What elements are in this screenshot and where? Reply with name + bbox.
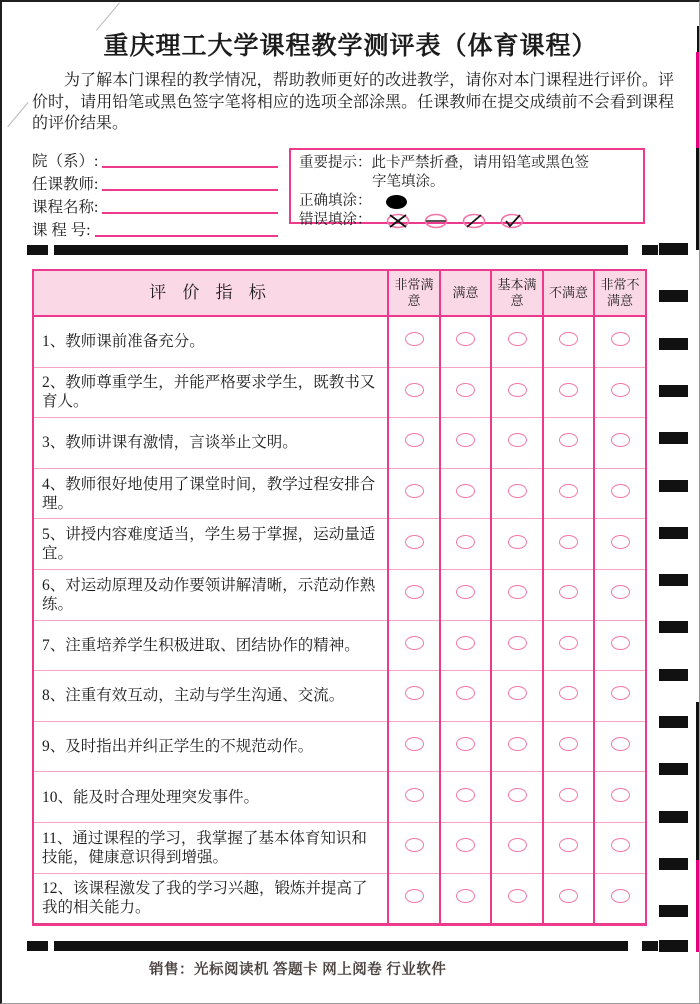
option-cell xyxy=(491,569,543,620)
option-cell xyxy=(440,671,491,722)
error-cross-icon xyxy=(386,213,410,229)
option-cell xyxy=(388,569,440,620)
question-text: 12、该课程激发了我的学习兴趣，锻炼并提高了我的相关能力。 xyxy=(33,873,388,925)
department-input-line[interactable] xyxy=(102,152,278,168)
answer-bubble[interactable] xyxy=(508,585,527,599)
option-cell xyxy=(594,367,646,418)
field-label: 课 程 号: xyxy=(32,222,91,239)
table-row xyxy=(33,671,646,722)
instructions-paragraph: 为了解本门课程的教学情况，帮助教师更好的改进教学，请你对本门课程进行评价。评价时，请用铅笔或黑色签字笔将相应的选项全部涂黑。任课教师在提交成绩前不会看到课程的评价结果。 xyxy=(32,72,674,132)
option-cell xyxy=(594,772,646,823)
table-row xyxy=(33,721,646,772)
answer-bubble[interactable] xyxy=(405,686,424,700)
timing-mark xyxy=(659,858,688,870)
option-cell xyxy=(440,418,491,469)
option-cell xyxy=(594,873,646,925)
answer-bubble[interactable] xyxy=(611,383,630,397)
answer-bubble[interactable] xyxy=(405,585,424,599)
answer-bubble[interactable] xyxy=(456,889,475,903)
answer-bubble[interactable] xyxy=(456,788,475,802)
option-cell xyxy=(491,721,543,772)
notice-line-2: 字笔填涂。 xyxy=(372,174,445,190)
registration-dash xyxy=(27,245,48,255)
registration-dash xyxy=(642,941,658,951)
timing-mark xyxy=(659,811,688,823)
field-department xyxy=(32,148,278,171)
answer-bubble[interactable] xyxy=(611,484,630,498)
field-label: 院（系）: xyxy=(32,153,99,170)
answer-bubble[interactable] xyxy=(456,484,475,498)
option-cell xyxy=(388,721,440,772)
answer-bubble[interactable] xyxy=(559,535,578,549)
table-row xyxy=(33,569,646,620)
option-cell xyxy=(491,316,543,367)
answer-bubble[interactable] xyxy=(559,636,578,650)
timing-mark xyxy=(659,385,688,397)
answer-bubble[interactable] xyxy=(456,332,475,346)
answer-bubble[interactable] xyxy=(559,737,578,751)
option-cell xyxy=(388,822,440,873)
option-cell xyxy=(440,873,491,925)
table-header-row xyxy=(33,270,646,316)
option-cell xyxy=(594,418,646,469)
answer-bubble[interactable] xyxy=(559,889,578,903)
option-cell xyxy=(543,822,594,873)
answer-bubble[interactable] xyxy=(405,332,424,346)
option-cell xyxy=(543,418,594,469)
option-cell xyxy=(440,468,491,519)
correct-fill-row xyxy=(299,192,637,211)
option-cell xyxy=(491,822,543,873)
correct-fill-label: 正确填涂： xyxy=(299,193,372,209)
important-notice-box xyxy=(289,148,645,228)
wrong-fill-row xyxy=(299,211,637,230)
question-text: 1、教师课前准备充分。 xyxy=(42,333,205,351)
option-cell xyxy=(491,367,543,418)
table-row xyxy=(33,620,646,671)
answer-bubble[interactable] xyxy=(611,838,630,852)
option-cell xyxy=(594,671,646,722)
question-text: 8、注重有效互动，主动与学生沟通、交流。 xyxy=(33,671,388,722)
option-header-1: 非常满意 xyxy=(388,270,440,316)
question-text: 7、注重培养学生积极进取、团结协作的精神。 xyxy=(33,620,388,671)
option-cell xyxy=(491,418,543,469)
timing-mark xyxy=(659,905,688,917)
answer-bubble[interactable] xyxy=(456,838,475,852)
answer-bubble[interactable] xyxy=(559,788,578,802)
answer-bubble[interactable] xyxy=(611,788,630,802)
answer-bubble[interactable] xyxy=(559,686,578,700)
question-text: 9、及时指出并纠正学生的不规范动作。 xyxy=(33,721,388,772)
option-header-5: 非常不满意 xyxy=(594,270,646,316)
option-cell xyxy=(491,873,543,925)
answer-bubble[interactable] xyxy=(405,383,424,397)
answer-bubble[interactable] xyxy=(508,737,527,751)
answer-bubble[interactable] xyxy=(456,636,475,650)
table-row xyxy=(33,468,646,519)
option-header-2: 满意 xyxy=(440,270,491,316)
question-text: 2、教师尊重学生，并能严格要求学生，既教书又育人。 xyxy=(33,367,388,418)
page-title: 重庆理工大学课程教学测评表（体育课程） xyxy=(103,33,598,60)
answer-bubble[interactable] xyxy=(456,535,475,549)
timing-mark xyxy=(659,763,688,775)
option-cell xyxy=(543,569,594,620)
registration-dash xyxy=(27,941,48,951)
answer-bubble[interactable] xyxy=(405,484,424,498)
registration-dash xyxy=(642,245,658,255)
error-slash-icon xyxy=(462,213,486,229)
answer-bubble[interactable] xyxy=(405,838,424,852)
answer-bubble[interactable] xyxy=(405,636,424,650)
notice-line-1: 重要提示：此卡严禁折叠，请用铅笔或黑色签 xyxy=(299,155,589,171)
option-cell xyxy=(388,316,440,367)
option-cell xyxy=(491,468,543,519)
option-cell xyxy=(388,772,440,823)
table-row xyxy=(33,772,646,823)
timing-mark xyxy=(659,669,688,681)
option-cell xyxy=(594,468,646,519)
answer-bubble[interactable] xyxy=(508,838,527,852)
timing-mark xyxy=(659,243,688,255)
answer-bubble[interactable] xyxy=(611,332,630,346)
table-row xyxy=(33,873,646,925)
option-header-3: 基本满意 xyxy=(491,270,543,316)
edge-strip-magenta xyxy=(696,860,700,952)
field-label: 任课教师: xyxy=(32,176,99,193)
evaluation-table xyxy=(32,269,647,926)
edge-strip-magenta xyxy=(696,52,700,148)
timing-mark xyxy=(659,290,688,302)
option-cell xyxy=(388,873,440,925)
option-cell xyxy=(594,721,646,772)
option-cell xyxy=(543,468,594,519)
question-text: 10、能及时合理处理突发事件。 xyxy=(33,772,388,823)
table-row xyxy=(33,519,646,570)
timing-mark xyxy=(659,716,688,728)
option-cell xyxy=(388,367,440,418)
option-cell xyxy=(594,316,646,367)
answer-bubble[interactable] xyxy=(611,686,630,700)
option-cell xyxy=(440,316,491,367)
option-cell xyxy=(594,822,646,873)
timing-mark xyxy=(659,527,688,539)
timing-mark xyxy=(659,940,688,952)
answer-bubble[interactable] xyxy=(559,484,578,498)
option-cell xyxy=(543,772,594,823)
option-header-4: 不满意 xyxy=(543,270,594,316)
answer-bubble[interactable] xyxy=(611,737,630,751)
question-text: 3、教师讲课有激情，言谈举止文明。 xyxy=(33,418,388,469)
scan-artifact-line xyxy=(7,102,28,127)
correct-fill-example-icon xyxy=(386,195,407,209)
field-label: 课程名称: xyxy=(32,199,99,216)
timing-mark xyxy=(659,574,688,586)
option-cell xyxy=(594,620,646,671)
fill-in-fields xyxy=(32,148,278,240)
answer-bubble[interactable] xyxy=(508,332,527,346)
answer-bubble[interactable] xyxy=(456,383,475,397)
answer-bubble[interactable] xyxy=(405,737,424,751)
answer-bubble[interactable] xyxy=(456,433,475,447)
wrong-fill-label: 错误填涂： xyxy=(299,212,372,228)
answer-bubble[interactable] xyxy=(508,686,527,700)
table-row xyxy=(33,367,646,418)
answer-bubble[interactable] xyxy=(559,383,578,397)
field-teacher xyxy=(32,171,278,194)
answer-bubble[interactable] xyxy=(611,636,630,650)
criteria-header: 评 价 指 标 xyxy=(33,270,388,316)
answer-bubble[interactable] xyxy=(405,535,424,549)
option-cell xyxy=(543,316,594,367)
answer-bubble[interactable] xyxy=(611,535,630,549)
answer-bubble[interactable] xyxy=(559,433,578,447)
edge-strip-black xyxy=(696,702,700,860)
error-hline-icon xyxy=(424,213,448,229)
option-cell xyxy=(491,671,543,722)
question-text: 5、讲授内容难度适当，学生易于掌握，运动量适宜。 xyxy=(33,519,388,570)
option-cell xyxy=(594,569,646,620)
option-cell xyxy=(543,671,594,722)
option-cell xyxy=(491,772,543,823)
option-cell xyxy=(440,822,491,873)
answer-bubble[interactable] xyxy=(508,484,527,498)
answer-bubble[interactable] xyxy=(456,686,475,700)
error-check-icon xyxy=(500,213,524,229)
timing-mark xyxy=(659,432,688,444)
answer-bubble[interactable] xyxy=(559,838,578,852)
option-cell xyxy=(388,468,440,519)
timing-mark xyxy=(659,338,688,350)
option-cell xyxy=(491,519,543,570)
answer-bubble[interactable] xyxy=(508,433,527,447)
answer-bubble[interactable] xyxy=(456,737,475,751)
answer-bubble[interactable] xyxy=(508,535,527,549)
option-cell xyxy=(543,873,594,925)
timing-mark xyxy=(659,621,688,633)
option-cell xyxy=(543,620,594,671)
option-cell xyxy=(440,367,491,418)
answer-bubble[interactable] xyxy=(508,636,527,650)
option-cell xyxy=(440,569,491,620)
option-cell xyxy=(388,671,440,722)
answer-bubble[interactable] xyxy=(559,585,578,599)
vendor-footer-text: 销售：光标阅读机 答题卡 网上阅卷 行业软件 xyxy=(149,962,447,978)
registration-bar xyxy=(54,941,628,951)
field-course-name xyxy=(32,194,278,217)
option-cell xyxy=(388,418,440,469)
field-course-number xyxy=(32,217,278,240)
answer-bubble[interactable] xyxy=(508,788,527,802)
option-cell xyxy=(543,519,594,570)
question-text: 4、教师很好地使用了课堂时间，教学过程安排合理。 xyxy=(33,468,388,519)
option-cell xyxy=(543,367,594,418)
option-cell xyxy=(543,721,594,772)
answer-bubble[interactable] xyxy=(611,585,630,599)
course-number-input-line[interactable] xyxy=(95,221,278,237)
timing-mark xyxy=(659,480,688,492)
table-row xyxy=(33,316,646,367)
answer-bubble[interactable] xyxy=(611,433,630,447)
answer-bubble[interactable] xyxy=(405,889,424,903)
teacher-input-line[interactable] xyxy=(102,175,278,191)
answer-bubble[interactable] xyxy=(508,383,527,397)
course-name-input-line[interactable] xyxy=(102,198,278,214)
option-cell xyxy=(440,772,491,823)
option-cell xyxy=(440,620,491,671)
answer-bubble[interactable] xyxy=(405,433,424,447)
answer-bubble[interactable] xyxy=(559,332,578,346)
option-cell xyxy=(388,620,440,671)
question-text: 11、通过课程的学习，我掌握了基本体育知识和技能，健康意识得到增强。 xyxy=(33,822,388,873)
answer-bubble[interactable] xyxy=(456,585,475,599)
edge-strip-black xyxy=(696,148,700,250)
option-cell xyxy=(491,620,543,671)
table-row xyxy=(33,822,646,873)
answer-bubble[interactable] xyxy=(508,889,527,903)
option-cell xyxy=(440,519,491,570)
table-row xyxy=(33,418,646,469)
registration-bar xyxy=(54,245,628,255)
option-cell xyxy=(388,519,440,570)
option-cell xyxy=(594,519,646,570)
question-text: 6、对运动原理及动作要领讲解清晰，示范动作熟练。 xyxy=(33,569,388,620)
answer-bubble[interactable] xyxy=(405,788,424,802)
answer-bubble[interactable] xyxy=(611,889,630,903)
option-cell xyxy=(440,721,491,772)
